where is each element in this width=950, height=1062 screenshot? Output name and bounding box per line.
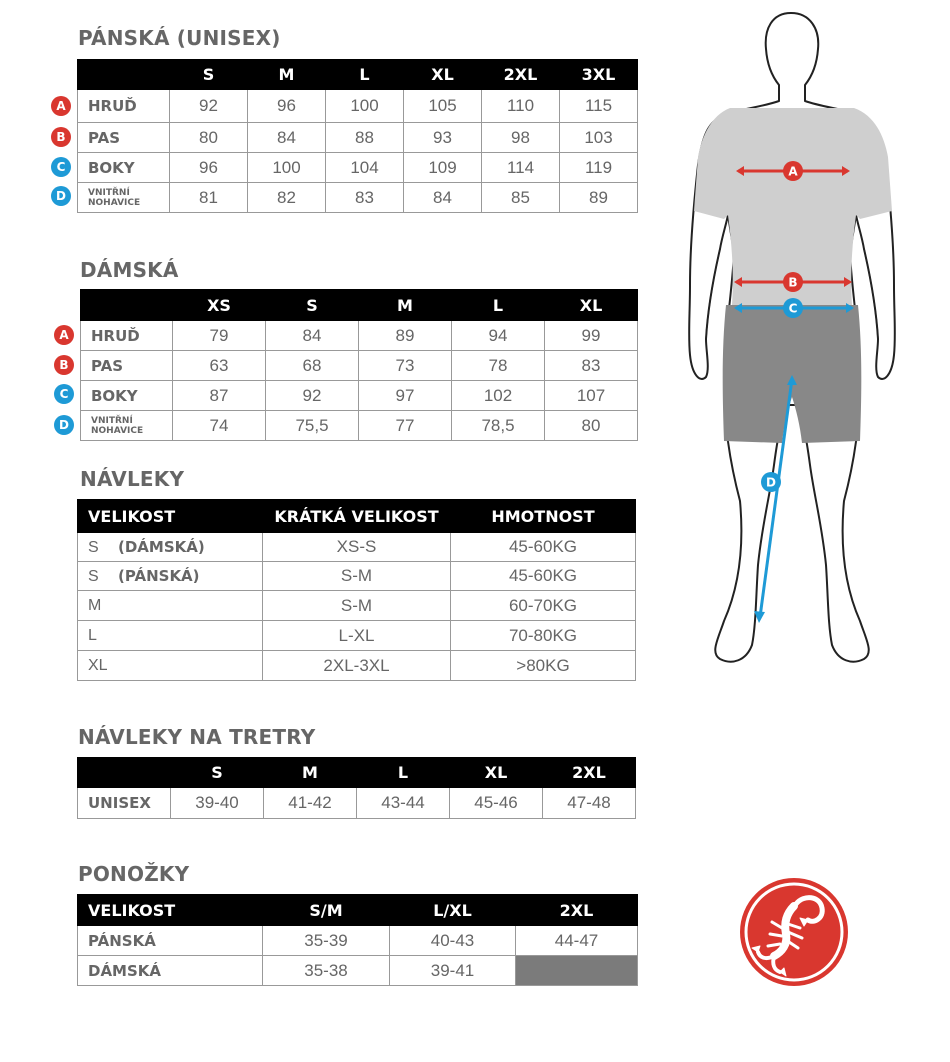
marker-d: D bbox=[54, 415, 74, 435]
row-label: DÁMSKÁ bbox=[78, 956, 263, 986]
marker-d: D bbox=[51, 186, 71, 206]
cell: 43-44 bbox=[357, 788, 450, 819]
table-row bbox=[81, 351, 638, 381]
header-size: 2XL bbox=[516, 895, 638, 926]
cell: 84 bbox=[248, 123, 326, 153]
marker-c: C bbox=[51, 157, 71, 177]
cell: 100 bbox=[248, 153, 326, 183]
size: S bbox=[88, 538, 99, 556]
row-label: PÁNSKÁ bbox=[78, 926, 263, 956]
header-size: L bbox=[326, 60, 404, 90]
cell: 80 bbox=[545, 411, 638, 441]
shoecovers-title: NÁVLEKY NA TRETRY bbox=[78, 725, 316, 749]
cell: 75,5 bbox=[266, 411, 359, 441]
header-corner bbox=[81, 290, 173, 321]
cell: 104 bbox=[326, 153, 404, 183]
sleeves-table bbox=[77, 499, 636, 681]
header-size: XL bbox=[404, 60, 482, 90]
header-corner bbox=[78, 758, 171, 788]
cell: 88 bbox=[326, 123, 404, 153]
cell: 99 bbox=[545, 321, 638, 351]
cell: 81 bbox=[170, 183, 248, 213]
marker-label: B bbox=[788, 275, 798, 290]
cell: 114 bbox=[482, 153, 560, 183]
body-measurement-figure bbox=[680, 5, 910, 670]
header-size: 2XL bbox=[543, 758, 636, 788]
row-label: BOKY bbox=[81, 381, 173, 411]
row-label: HRUĎ bbox=[78, 90, 170, 123]
row-label bbox=[78, 562, 263, 591]
header-size: M bbox=[264, 758, 357, 788]
cell: 109 bbox=[404, 153, 482, 183]
cell: 45-46 bbox=[450, 788, 543, 819]
marker-label: C bbox=[788, 301, 798, 316]
cell: 96 bbox=[248, 90, 326, 123]
cell: 94 bbox=[452, 321, 545, 351]
table-row bbox=[78, 533, 636, 562]
header-size: VELIKOST bbox=[78, 895, 263, 926]
cell: 100 bbox=[326, 90, 404, 123]
cell: S-M bbox=[263, 591, 451, 621]
table-row bbox=[78, 123, 638, 153]
table-row bbox=[78, 788, 636, 819]
cell: 97 bbox=[359, 381, 452, 411]
header-size: M bbox=[248, 60, 326, 90]
header-size: XS bbox=[173, 290, 266, 321]
cell: 78,5 bbox=[452, 411, 545, 441]
cell: 92 bbox=[266, 381, 359, 411]
row-label: UNISEX bbox=[78, 788, 171, 819]
header-weight: HMOTNOST bbox=[451, 500, 636, 533]
cell: 93 bbox=[404, 123, 482, 153]
row-label: VNITŘNÍ NOHAVICE bbox=[78, 183, 170, 213]
header-size: XL bbox=[450, 758, 543, 788]
cell: 47-48 bbox=[543, 788, 636, 819]
cell: 41-42 bbox=[264, 788, 357, 819]
cell: 63 bbox=[173, 351, 266, 381]
table-row bbox=[78, 183, 638, 213]
header-corner bbox=[78, 60, 170, 90]
header-size: S bbox=[170, 60, 248, 90]
size: S bbox=[88, 567, 99, 585]
cell: 35-39 bbox=[263, 926, 390, 956]
socks-title: PONOŽKY bbox=[78, 862, 190, 886]
table-row bbox=[78, 591, 636, 621]
table-row bbox=[78, 153, 638, 183]
cell-unavailable bbox=[516, 956, 638, 986]
cell: 119 bbox=[560, 153, 638, 183]
sleeves-title: NÁVLEKY bbox=[80, 467, 185, 491]
table-row bbox=[78, 956, 638, 986]
header-size: M bbox=[359, 290, 452, 321]
cell: 83 bbox=[545, 351, 638, 381]
row-label: PAS bbox=[78, 123, 170, 153]
row-label: HRUĎ bbox=[81, 321, 173, 351]
cell: 87 bbox=[173, 381, 266, 411]
table-row bbox=[78, 926, 638, 956]
header-size: L bbox=[357, 758, 450, 788]
cell: 35-38 bbox=[263, 956, 390, 986]
cell: 77 bbox=[359, 411, 452, 441]
marker-b: B bbox=[51, 127, 71, 147]
marker-b: B bbox=[54, 355, 74, 375]
header-short-size: KRÁTKÁ VELIKOST bbox=[263, 500, 451, 533]
cell: 89 bbox=[359, 321, 452, 351]
marker-label: A bbox=[788, 164, 798, 179]
cell: 60-70KG bbox=[451, 591, 636, 621]
table-row bbox=[78, 621, 636, 651]
cell: 92 bbox=[170, 90, 248, 123]
cell: 83 bbox=[326, 183, 404, 213]
cell: S-M bbox=[263, 562, 451, 591]
marker-c: C bbox=[54, 384, 74, 404]
cell: 110 bbox=[482, 90, 560, 123]
marker-a: A bbox=[51, 96, 71, 116]
header-size: 2XL bbox=[482, 60, 560, 90]
row-label: M bbox=[78, 591, 263, 621]
header-size: L bbox=[452, 290, 545, 321]
row-label: L bbox=[78, 621, 263, 651]
table-row bbox=[78, 90, 638, 123]
row-label: BOKY bbox=[78, 153, 170, 183]
table-row bbox=[78, 651, 636, 681]
size-note: (DÁMSKÁ) bbox=[118, 537, 205, 556]
table-row bbox=[81, 381, 638, 411]
header-size: VELIKOST bbox=[78, 500, 263, 533]
scorpion-logo-icon bbox=[738, 876, 850, 988]
cell: 82 bbox=[248, 183, 326, 213]
cell: XS-S bbox=[263, 533, 451, 562]
row-label bbox=[78, 533, 263, 562]
cell: L-XL bbox=[263, 621, 451, 651]
cell: 115 bbox=[560, 90, 638, 123]
cell: >80KG bbox=[451, 651, 636, 681]
cell: 70-80KG bbox=[451, 621, 636, 651]
header-size: S bbox=[266, 290, 359, 321]
cell: 98 bbox=[482, 123, 560, 153]
cell: 78 bbox=[452, 351, 545, 381]
cell: 103 bbox=[560, 123, 638, 153]
header-size: XL bbox=[545, 290, 638, 321]
cell: 68 bbox=[266, 351, 359, 381]
cell: 102 bbox=[452, 381, 545, 411]
socks-table bbox=[77, 894, 638, 986]
header-size: 3XL bbox=[560, 60, 638, 90]
cell: 84 bbox=[404, 183, 482, 213]
header-size: L/XL bbox=[390, 895, 516, 926]
marker-a: A bbox=[54, 325, 74, 345]
mens-size-table bbox=[77, 59, 638, 213]
cell: 40-43 bbox=[390, 926, 516, 956]
shorts-shape bbox=[723, 305, 862, 443]
header-size: S/M bbox=[263, 895, 390, 926]
table-row bbox=[81, 321, 638, 351]
header-size: S bbox=[171, 758, 264, 788]
cell: 107 bbox=[545, 381, 638, 411]
cell: 89 bbox=[560, 183, 638, 213]
cell: 39-41 bbox=[390, 956, 516, 986]
cell: 73 bbox=[359, 351, 452, 381]
row-label: PAS bbox=[81, 351, 173, 381]
womens-size-table bbox=[80, 289, 638, 441]
cell: 80 bbox=[170, 123, 248, 153]
cell: 96 bbox=[170, 153, 248, 183]
row-label: VNITŘNÍ NOHAVICE bbox=[81, 411, 173, 441]
cell: 85 bbox=[482, 183, 560, 213]
shoecovers-table bbox=[77, 757, 636, 819]
size-note: (PÁNSKÁ) bbox=[118, 566, 200, 585]
cell: 105 bbox=[404, 90, 482, 123]
mens-title: PÁNSKÁ (UNISEX) bbox=[78, 26, 281, 50]
cell: 39-40 bbox=[171, 788, 264, 819]
cell: 45-60KG bbox=[451, 533, 636, 562]
table-row bbox=[78, 562, 636, 591]
cell: 74 bbox=[173, 411, 266, 441]
cell: 84 bbox=[266, 321, 359, 351]
row-label: XL bbox=[78, 651, 263, 681]
cell: 79 bbox=[173, 321, 266, 351]
marker-label: D bbox=[766, 475, 776, 490]
womens-title: DÁMSKÁ bbox=[80, 258, 179, 282]
cell: 45-60KG bbox=[451, 562, 636, 591]
cell: 2XL-3XL bbox=[263, 651, 451, 681]
table-row bbox=[81, 411, 638, 441]
cell: 44-47 bbox=[516, 926, 638, 956]
